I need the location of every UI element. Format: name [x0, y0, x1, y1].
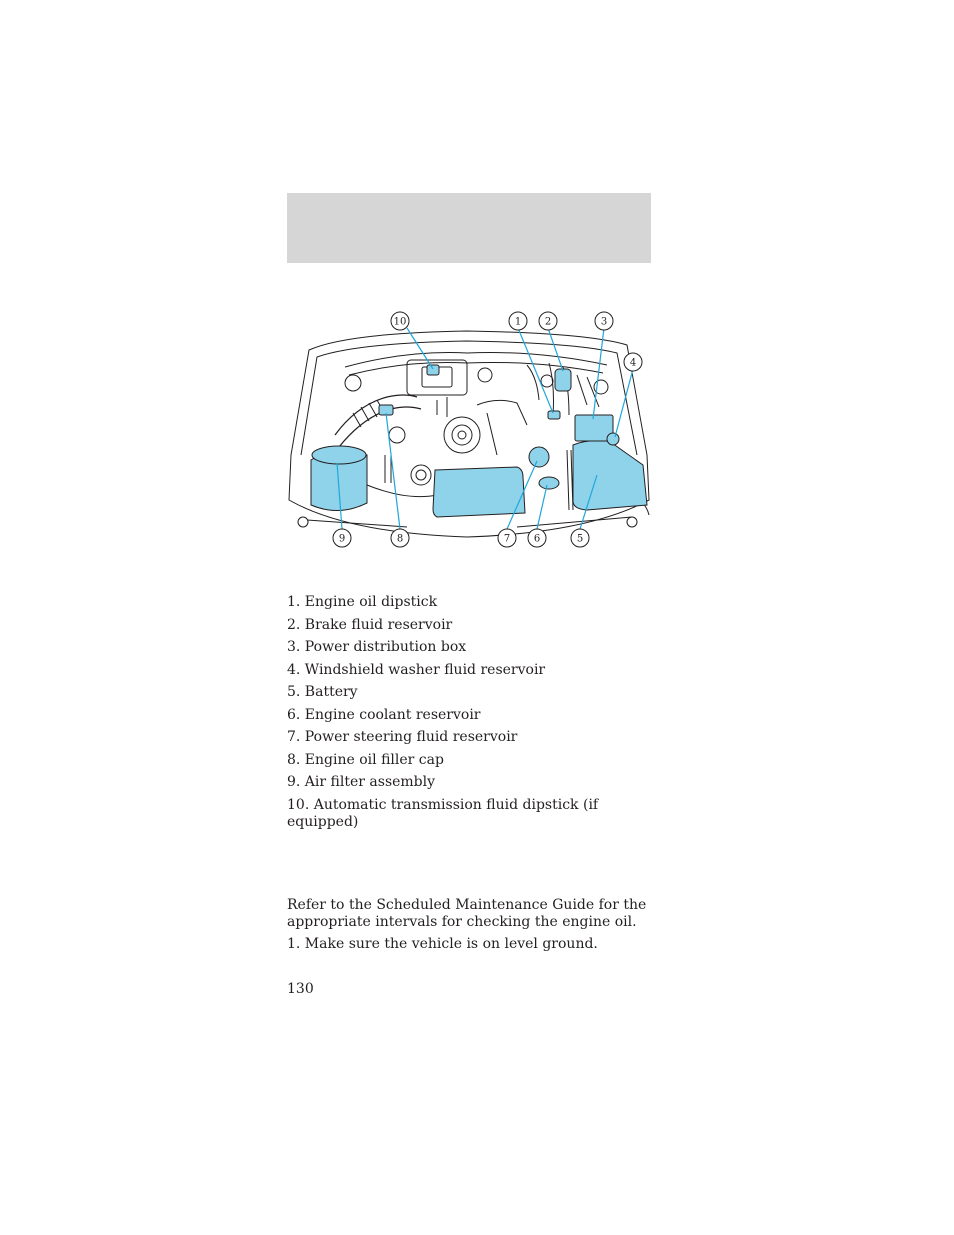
legend-item: 10. Automatic transmission fluid dipstick (if equipped) [287, 796, 599, 830]
section-header-band [287, 193, 651, 263]
legend-item: 3. Power distribution box [287, 639, 467, 655]
callout-3: 3 [600, 316, 608, 328]
body-text [287, 897, 651, 958]
engine-compartment-diagram [287, 305, 651, 555]
legend-item: 5. Battery [287, 684, 358, 700]
legend-item: 1. Engine oil dipstick [287, 594, 438, 610]
callout-4: 4 [629, 357, 637, 369]
legend-item: 4. Windshield washer fluid reservoir [287, 661, 546, 678]
callout-5: 5 [576, 533, 584, 545]
callout-9: 9 [338, 533, 346, 545]
page-number: 130 [287, 981, 314, 997]
callout-1: 1 [514, 316, 522, 328]
legend-item: 7. Power steering fluid reservoir [287, 729, 518, 745]
legend-item: 8. Engine oil filler cap [287, 751, 444, 768]
callout-6: 6 [533, 533, 541, 545]
legend-item: 6. Engine coolant reservoir [287, 706, 481, 723]
maintenance-paragraph: Refer to the Scheduled Maintenance Guide for the appropriate intervals for checking the engine oil. [287, 897, 647, 930]
legend-item: 9. Air filter assembly [287, 774, 436, 790]
component-legend [287, 594, 651, 836]
step-1: 1. Make sure the vehicle is on level ground. [287, 936, 598, 952]
callout-8: 8 [396, 533, 404, 545]
callout-10: 10 [393, 316, 407, 328]
callout-7: 7 [503, 533, 511, 545]
callout-2: 2 [544, 316, 552, 328]
legend-item: 2. Brake fluid reservoir [287, 616, 453, 633]
